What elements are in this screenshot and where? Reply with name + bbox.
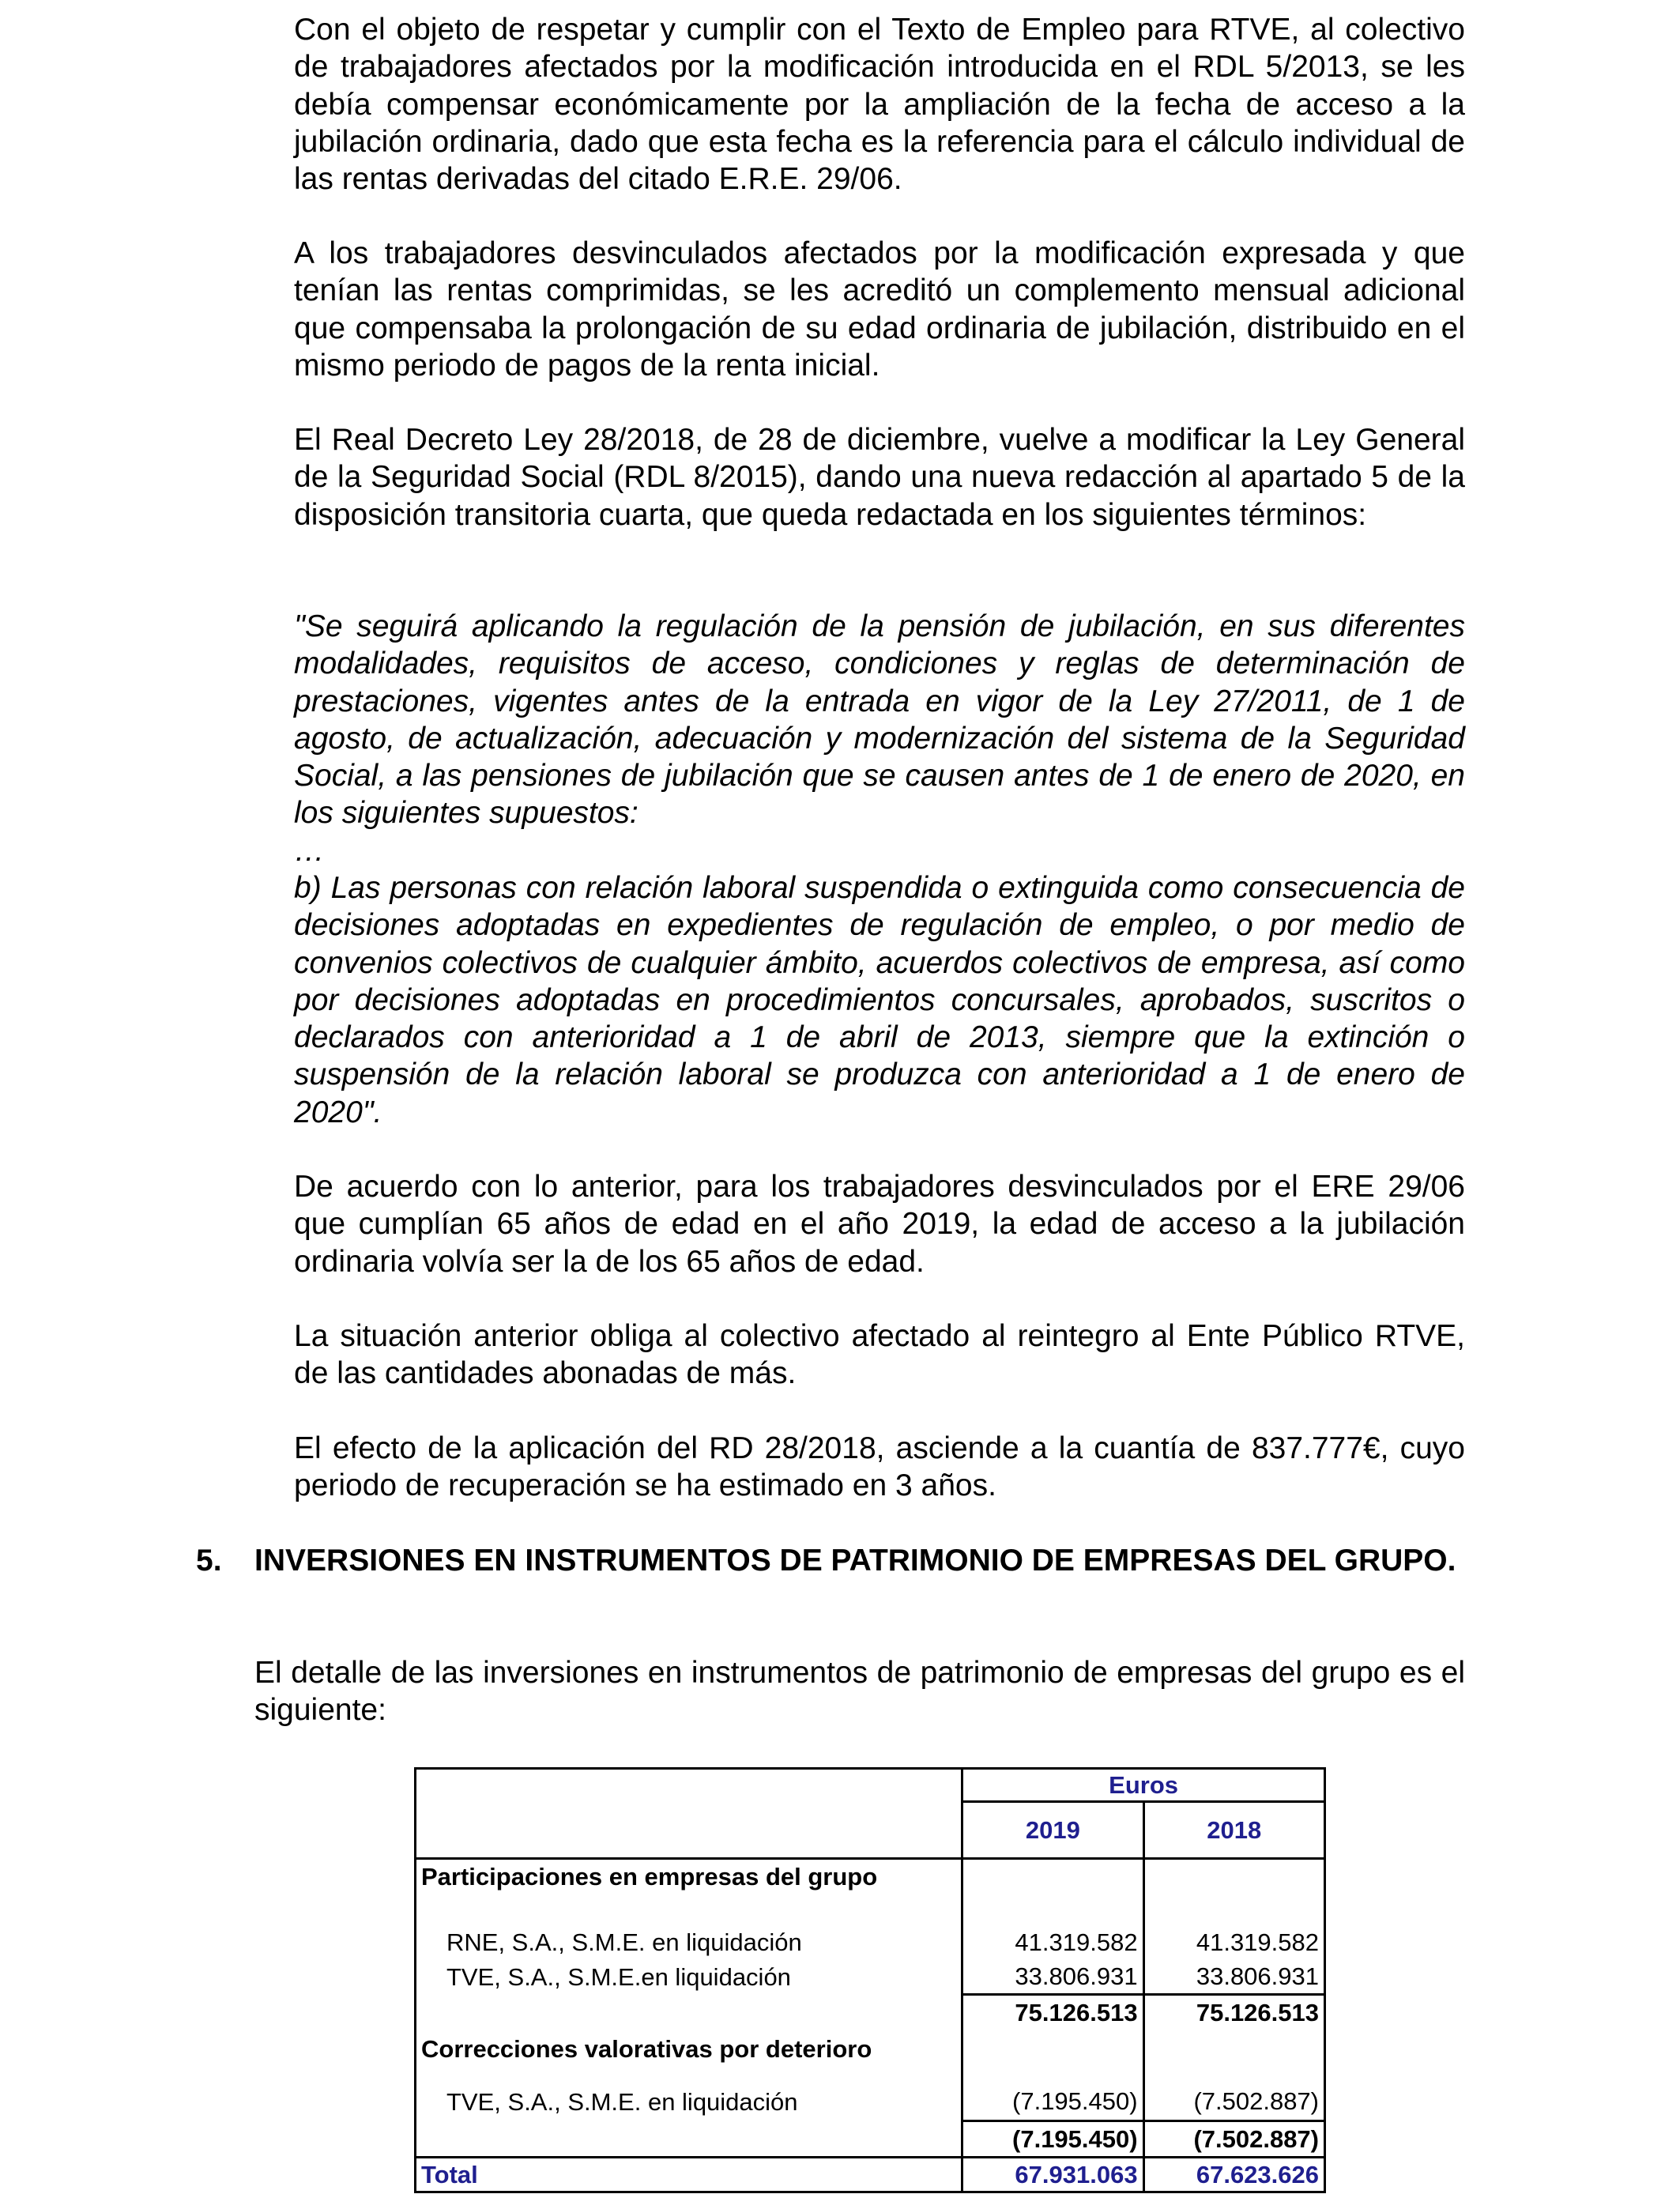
empty-cell [962,2031,1143,2068]
paragraph-complement: A los trabajadores desvinculados afectados por la modificación expresada y que tenían las rentas comprimidas, se les acreditó un complemento mensual adicional que compensaba la prolongación de su edad ordinaria de jubilación, distribuido en el mismo periodo de pagos de la renta inicial. [294,236,1465,383]
empty-cell [1143,2031,1324,2068]
table-row [416,1960,1325,1995]
paragraph-reimbursement: La situación anterior obliga al colectivo afectado al reintegro al Ente Público RTVE, de las cantidades abonadas de más. [294,1319,1465,1391]
empty-cell [416,2121,962,2158]
group1-title: Participaciones en empresas del grupo [416,1859,962,1895]
subtotal1-2019: 75.126.513 [962,1995,1143,2031]
empty-cell [1143,2068,1324,2083]
group2-title-row [416,2031,1325,2068]
year-2019-header: 2019 [962,1802,1143,1859]
header-empty-cell-2 [416,1802,962,1859]
spacer-row [416,2068,1325,2083]
row-label: TVE, S.A., S.M.E. en liquidación [416,2083,962,2121]
empty-cell [962,1859,1143,1895]
quote-regulation: "Se seguirá aplicando la regulación de la pensión de jubilación, en sus diferentes modalidades, requisitos de acceso, condiciones y reglas de determinación de prestaciones, vigentes antes de la entrada en vigor de la Ley 27/2011, de 1 de agosto, de actualización, adecuación y modernización del sistema de la Seguridad Social, a las pensiones de jubilación que se causen antes de 1 de enero de 2020, en los siguientes supuestos: [294,609,1465,831]
empty-cell [962,1895,1143,1925]
row-value-2019: 33.806.931 [962,1960,1143,1995]
subtotal2-2018: (7.502.887) [1143,2121,1324,2158]
row-value-2019: 41.319.582 [962,1925,1143,1960]
group1-title-row [416,1859,1325,1895]
quote-ellipsis: … [294,834,325,868]
paragraph-effect-amount: El efecto de la aplicación del RD 28/2018, asciende a la cuantía de 837.777€, cuyo periodo de recuperación se ha estimado en 3 años. [294,1431,1465,1503]
total-2019: 67.931.063 [962,2158,1143,2192]
spacer-row [416,1895,1325,1925]
investments-table [414,1767,1326,2193]
subtotal1-row [416,1995,1325,2031]
section-number: 5. [196,1544,222,1578]
table-row [416,1925,1325,1960]
row-value-2018: (7.502.887) [1143,2083,1324,2121]
subtotal2-row [416,2121,1325,2158]
header-empty-cell [416,1769,962,1802]
total-label: Total [416,2158,962,2192]
paragraph-real-decreto: El Real Decreto Ley 28/2018, de 28 de diciembre, vuelve a modificar la Ley General de la Seguridad Social (RDL 8/2015), dando una nueva redacción al apartado 5 de la disposición transitoria cuarta, que queda redactada en los siguientes términos: [294,423,1465,532]
empty-cell [962,2068,1143,2083]
currency-header: Euros [962,1769,1325,1802]
table-header-years-row [416,1802,1325,1859]
empty-cell [1143,1859,1324,1895]
total-row [416,2158,1325,2192]
empty-cell [416,1895,962,1925]
paragraph-ere-age: De acuerdo con lo anterior, para los trabajadores desvinculados por el ERE 29/06 que cumplían 65 años de edad en el año 2019, la edad de acceso a la jubilación ordinaria volvía ser la de los 65 años de edad. [294,1170,1465,1279]
row-label: TVE, S.A., S.M.E.en liquidación [416,1960,962,1995]
paragraph-rtve-compensation: Con el objeto de respetar y cumplir con el Texto de Empleo para RTVE, al colectivo de trabajadores afectados por la modificación introducida en el RDL 5/2013, se les debía compensar económicamente por la ampliación de la fecha de acceso a la jubilación ordinaria, dado que esta fecha es la referencia para el cálculo individual de las rentas derivadas del citado E.R.E. 29/06. [294,13,1465,197]
section-intro: El detalle de las inversiones en instrumentos de patrimonio de empresas del grupo es el siguiente: [254,1656,1465,1728]
row-value-2019: (7.195.450) [962,2083,1143,2121]
row-value-2018: 41.319.582 [1143,1925,1324,1960]
total-2018: 67.623.626 [1143,2158,1324,2192]
row-label: RNE, S.A., S.M.E. en liquidación [416,1925,962,1960]
table-row [416,2083,1325,2121]
empty-cell [1143,1895,1324,1925]
empty-cell [416,1995,962,2031]
empty-cell [416,2068,962,2083]
table-header-currency-row [416,1769,1325,1802]
quote-item-b: b) Las personas con relación laboral suspendida o extinguida como consecuencia de decisiones adoptadas en expedientes de regulación de empleo, o por medio de convenios colectivos de cualquier ámbito, acuerdos colectivos de empresa, así como por decisiones adoptadas en procedimientos concursales, aprobados, suscritos o declarados con anterioridad a 1 de abril de 2013, siempre que la extinción o suspensión de la relación laboral se produzca con anterioridad a 1 de enero de 2020". [294,871,1465,1129]
section-title: INVERSIONES EN INSTRUMENTOS DE PATRIMONIO DE EMPRESAS DEL GRUPO. [254,1544,1456,1578]
year-2018-header: 2018 [1143,1802,1324,1859]
subtotal1-2018: 75.126.513 [1143,1995,1324,2031]
subtotal2-2019: (7.195.450) [962,2121,1143,2158]
row-value-2018: 33.806.931 [1143,1960,1324,1995]
group2-title: Correcciones valorativas por deterioro [416,2031,962,2068]
